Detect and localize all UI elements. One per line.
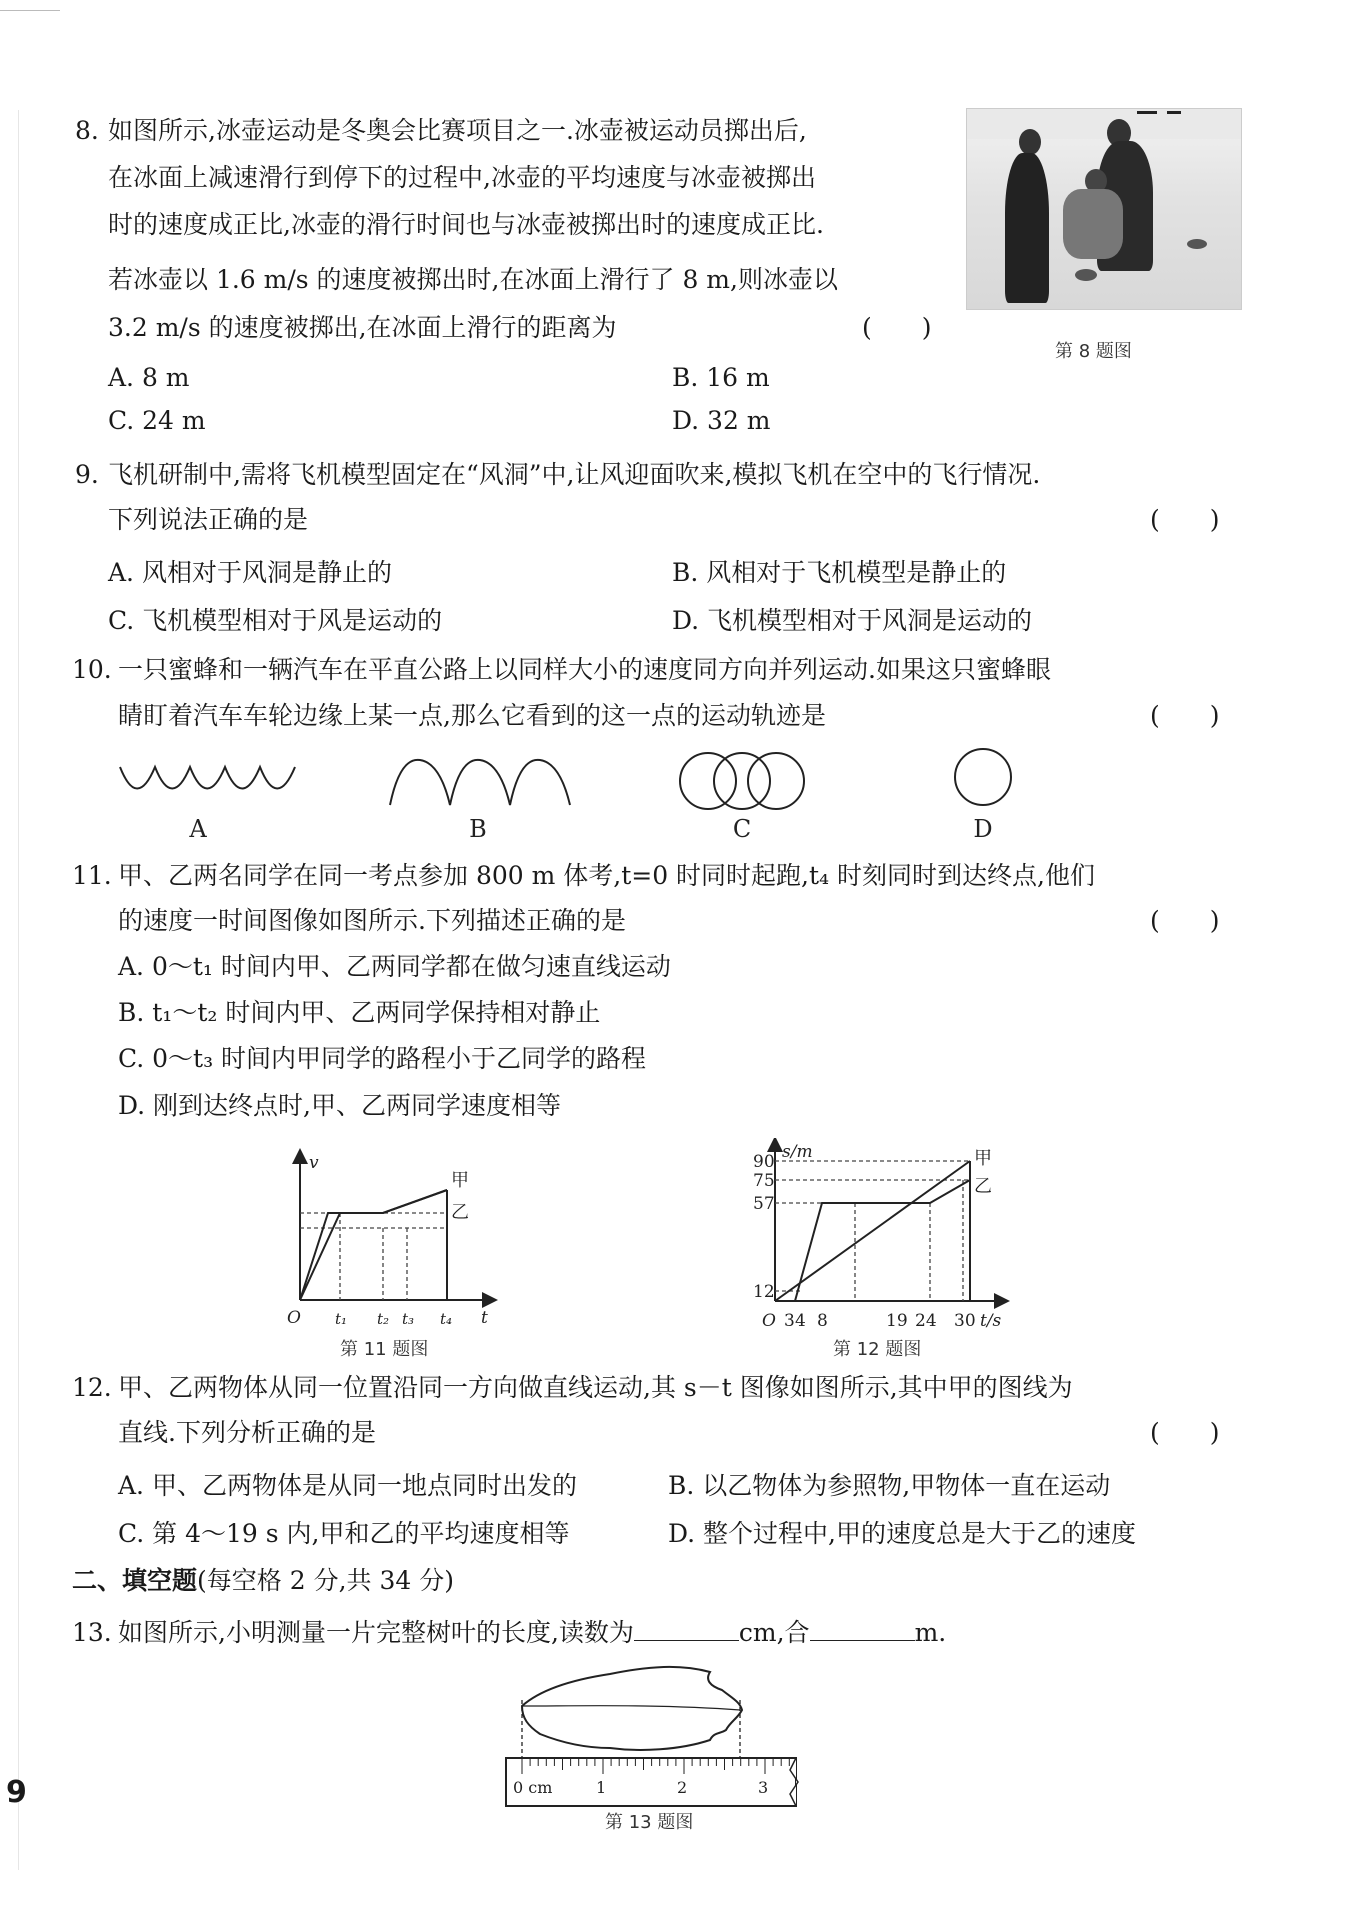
athlete-head [1019,129,1041,155]
y-tick-75: 75 [753,1171,775,1191]
option-d[interactable]: D. 整个过程中,甲的速度总是大于乙的速度 [668,1519,1136,1548]
trajectory-d-curve [955,749,1011,805]
y-tick-12: 12 [753,1282,775,1302]
top-margin-mark [0,10,60,11]
option-b[interactable]: B. t₁～t₂ 时间内甲、乙两同学保持相对静止 [118,998,601,1027]
option-c[interactable]: C. 第 4～19 s 内,甲和乙的平均速度相等 [118,1519,570,1548]
option-d[interactable]: D. 32 m [672,406,771,435]
series-jia-label: 甲 [974,1148,992,1169]
trajectory-a-label: A [189,815,207,843]
question-line: 飞机研制中,需将飞机模型固定在“风洞”中,让风迎面吹来,模拟飞机在空中的飞行情况. [108,460,1041,489]
photo-mark [1137,111,1157,114]
series-yi-label: 乙 [451,1202,469,1223]
question-number: 10. [72,655,112,684]
trajectory-c-label: C [732,815,752,843]
x-tick-4: 4 [795,1311,806,1331]
leaf-ruler-figure [500,1660,810,1808]
x-tick-3: 3 [784,1311,795,1331]
tick-t2: t₂ [377,1310,390,1328]
athlete-figure [1063,189,1123,259]
series-yi-line [795,1180,970,1301]
figure-caption: 第 13 题图 [605,1812,694,1833]
question-line: 甲、乙两物体从同一位置沿同一方向做直线运动,其 s－t 图像如图所示,其中甲的图线为 [118,1373,1073,1402]
y-tick-57: 57 [753,1194,775,1214]
origin-label: O [287,1308,301,1328]
question-text: 如图所示,小明测量一片完整树叶的长度,读数为 [118,1618,634,1647]
trajectory-c-curve [680,753,804,809]
question-line: 直线.下列分析正确的是 [118,1418,376,1447]
question-line: 一只蜜蜂和一辆汽车在平直公路上以同样大小的速度同方向并列运动.如果这只蜜蜂眼 [118,655,1051,684]
y-axis-label: s/m [782,1142,813,1162]
x-axis-label: t [481,1308,488,1328]
x-tick-24: 24 [915,1311,937,1331]
y-axis-label: v [309,1153,319,1173]
option-a[interactable]: A. 风相对于风洞是静止的 [108,558,392,587]
option-d[interactable]: D. 刚到达终点时,甲、乙两同学速度相等 [118,1091,561,1120]
figure-caption: 第 11 题图 [340,1339,429,1360]
photo-mark [1167,111,1181,114]
section-heading [72,1558,454,1603]
binding-line [18,110,19,1870]
ruler-label-2: 2 [677,1778,688,1797]
series-jia-line [775,1161,970,1301]
ruler-label-0: 0 cm [513,1778,553,1797]
question-number: 8. [75,116,99,145]
origin-label: O [762,1311,776,1331]
series-yi-label: 乙 [974,1176,992,1197]
option-c[interactable]: C. 0～t₃ 时间内甲同学的路程小于乙同学的路程 [118,1044,647,1073]
guide-lines [300,1213,445,1300]
question-line: 若冰壶以 1.6 m/s 的速度被掷出时,在冰面上滑行了 8 m,则冰壶以 [108,265,838,294]
question-line: 时的速度成正比,冰壶的滑行时间也与冰壶被掷出时的速度成正比. [108,210,824,239]
answer-blank-1[interactable] [634,1618,739,1641]
curling-stone [1187,239,1207,249]
tick-t4: t₄ [440,1310,453,1328]
option-b[interactable]: B. 16 m [672,363,770,392]
answer-bracket: ( ) [1150,505,1220,534]
x-tick-30: 30 [954,1311,976,1331]
x-tick-8: 8 [817,1311,828,1331]
trajectory-d-label: D [973,815,993,843]
option-a[interactable]: A. 0～t₁ 时间内甲、乙两同学都在做匀速直线运动 [118,952,671,981]
option-b[interactable]: B. 风相对于飞机模型是静止的 [672,558,1007,587]
option-d[interactable]: D. 飞机模型相对于风洞是运动的 [672,606,1033,635]
question-number: 11. [72,861,112,890]
answer-blank-2[interactable] [810,1618,915,1641]
tick-t3: t₃ [402,1310,415,1328]
series-yi-line [300,1190,447,1300]
trajectory-a-curve [120,767,295,789]
section-title: 二、填空题 [72,1566,198,1595]
question-line [118,1610,946,1655]
question-number: 13. [72,1618,112,1647]
question-line: 甲、乙两名同学在同一考点参加 800 m 体考,t=0 时同时起跑,t₄ 时刻同时到达终点,他们 [118,861,1095,890]
answer-bracket: ( ) [1150,906,1220,935]
ruler-label-3: 3 [758,1778,769,1797]
section-note: (每空格 2 分,共 34 分) [197,1566,454,1595]
unit-text: m. [914,1618,947,1647]
series-jia-label: 甲 [451,1170,469,1191]
curling-stone [1075,269,1097,281]
question-line: 如图所示,冰壶运动是冬奥会比赛项目之一.冰壶被运动员掷出后, [108,116,807,145]
question-number: 12. [72,1373,112,1402]
question-line: 在冰面上减速滑行到停下的过程中,冰壶的平均速度与冰壶被掷出 [108,163,816,192]
question-line: 的速度一时间图像如图所示.下列描述正确的是 [118,906,626,935]
trajectory-options-figure [110,745,1030,845]
x-tick-19: 19 [886,1311,908,1331]
st-graph [752,1138,1012,1338]
ruler-label-1: 1 [596,1778,607,1797]
curling-photo [966,108,1242,310]
athlete-figure [1005,153,1049,303]
answer-bracket: ( ) [1150,701,1220,730]
vt-graph [285,1148,505,1348]
tick-t1: t₁ [335,1310,348,1328]
option-c[interactable]: C. 24 m [108,406,206,435]
page-number: 9 [6,1775,27,1810]
series-jia-line [300,1190,447,1300]
question-line: 睛盯着汽车车轮边缘上某一点,那么它看到的这一点的运动轨迹是 [118,701,826,730]
option-a[interactable]: A. 甲、乙两物体是从同一地点同时出发的 [118,1471,577,1500]
figure-caption: 第 8 题图 [1055,341,1132,362]
answer-bracket: ( ) [862,313,932,342]
x-axis-label: t/s [980,1311,1002,1331]
trajectory-b-label: B [469,815,487,843]
trajectory-b-curve [390,760,570,805]
figure-caption: 第 12 题图 [833,1339,922,1360]
option-b[interactable]: B. 以乙物体为参照物,甲物体一直在运动 [668,1471,1111,1500]
question-line: 下列说法正确的是 [108,505,309,534]
answer-bracket: ( ) [1150,1418,1220,1447]
unit-text: cm,合 [738,1618,810,1647]
y-tick-90: 90 [753,1152,775,1172]
option-a[interactable]: A. 8 m [108,363,190,392]
question-line: 3.2 m/s 的速度被掷出,在冰面上滑行的距离为 [108,313,617,342]
option-c[interactable]: C. 飞机模型相对于风是运动的 [108,606,443,635]
photo-background [967,109,1241,139]
question-number: 9. [75,460,99,489]
